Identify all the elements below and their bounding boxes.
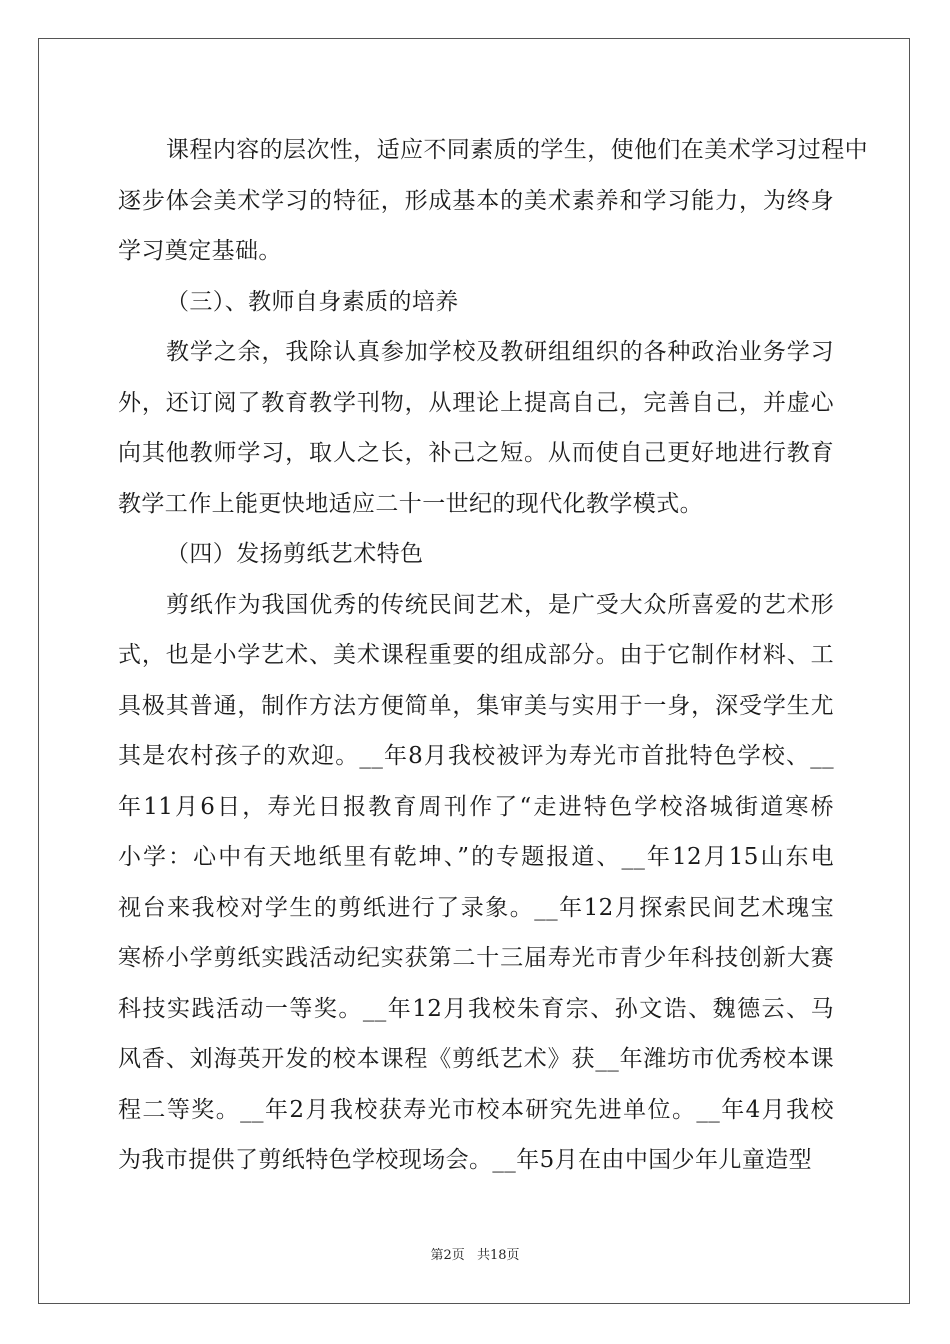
page-number: 第2页 — [430, 1248, 465, 1263]
text-line: （四）发扬剪纸艺术特色 — [166, 541, 424, 567]
text-line: 课程内容的层次性，适应不同素质的学生，使他们在美术学习过程中 — [166, 137, 868, 163]
text-line: 科技实践活动一等奖。__年12月我校朱育宗、孙文诰、魏德云、马 — [118, 995, 834, 1022]
text-line: 其是农村孩子的欢迎。__年8月我校被评为寿光市首批特色学校、__ — [118, 743, 834, 769]
text-line: 为我市提供了剪纸特色学校现场会。__年5月在由中国少年儿童造型 — [118, 1147, 813, 1173]
text-line: 视台来我校对学生的剪纸进行了录象。__年12月探索民间艺术瑰宝 — [118, 894, 834, 921]
page-footer — [0, 1244, 950, 1263]
paragraph — [118, 580, 834, 1186]
document-body — [118, 125, 868, 1186]
total-pages: 共18页 — [476, 1248, 520, 1263]
text-line: 向其他教师学习，取人之长，补己之短。从而使自己更好地进行教育 — [118, 440, 834, 466]
section-heading — [118, 277, 834, 328]
text-line: 外，还订阅了教育教学刊物，从理论上提高自己，完善自己，并虚心 — [118, 389, 834, 416]
text-line: 程二等奖。__年2月我校获寿光市校本研究先进单位。__年4月我校 — [118, 1096, 834, 1123]
text-line: 式，也是小学艺术、美术课程重要的组成部分。由于它制作材料、工 — [118, 642, 834, 668]
text-line: 逐步体会美术学习的特征，形成基本的美术素养和学习能力，为终身 — [118, 187, 834, 214]
text-line: 寒桥小学剪纸实践活动纪实获第二十三届寿光市青少年科技创新大赛 — [118, 945, 834, 971]
text-line: 具极其普通，制作方法方便简单，集审美与实用于一身，深受学生尤 — [118, 692, 834, 719]
text-line: 剪纸作为我国优秀的传统民间艺术，是广受大众所喜爱的艺术形 — [166, 591, 834, 618]
section-heading — [118, 529, 834, 580]
text-line: 风香、刘海英开发的校本课程《剪纸艺术》获__年潍坊市优秀校本课 — [118, 1046, 834, 1072]
text-line: 学习奠定基础。 — [118, 238, 282, 264]
text-line: 年11月6日，寿光日报教育周刊作了“走进特色学校洛城街道寒桥 — [118, 793, 834, 820]
text-line: 教学之余，我除认真参加学校及教研组组织的各种政治业务学习 — [166, 339, 834, 365]
paragraph — [118, 125, 868, 277]
text-line: 教学工作上能更快地适应二十一世纪的现代化教学模式。 — [118, 490, 703, 517]
paragraph — [118, 327, 834, 529]
text-line: （三）、教师自身素质的培养 — [166, 288, 459, 315]
text-line: 小学：心中有天地纸里有乾坤、”的专题报道、__年12月15山东电 — [118, 844, 834, 870]
